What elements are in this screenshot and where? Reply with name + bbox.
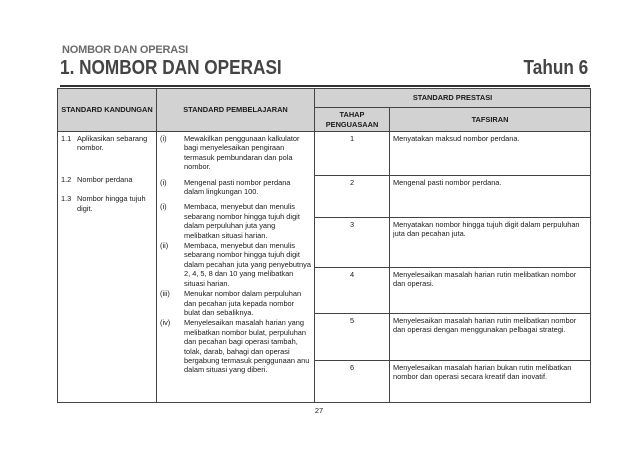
tafsiran-cell: Menyelesaikan masalah harian rutin melibatkan nombor dan operasi.: [390, 268, 591, 314]
tafsiran-cell: Menyelesaikan masalah harian bukan rutin melibatkan nombor dan operasi secara kreatif dan inovatif.: [390, 361, 591, 403]
section-label: NOMBOR DAN OPERASI: [62, 44, 188, 56]
kandungan-item: [61, 134, 153, 153]
pembelajaran-item: [160, 241, 311, 288]
kandungan-text: Nombor perdana: [77, 174, 133, 184]
pembelajaran-text: Mengenal pasti nombor perdana dalam lingkungan 100.: [184, 177, 291, 197]
pembelajaran-item: [160, 202, 311, 240]
pembelajaran-text: Membaca, menyebut dan menulis sebarang nombor hingga tujuh digit dalam perpuluhan juta yang melibatkan situasi harian.: [184, 202, 300, 240]
header-tahap: TAHAP PENGUASAAN: [315, 108, 390, 132]
tahap-cell: 5: [315, 314, 390, 361]
pembelajaran-cell: [157, 132, 315, 403]
header-kandungan: STANDARD KANDUNGAN: [58, 89, 157, 132]
page-title: 1. NOMBOR DAN OPERASI: [60, 57, 282, 79]
pembelajaran-text: Mewakilkan penggunaan kalkulator bagi menyelesaikan pengiraan termasuk pembundaran dan pola nombor.: [184, 134, 300, 172]
pembelajaran-num: (iv): [160, 318, 171, 328]
pembelajaran-item: [160, 318, 311, 374]
pembelajaran-text: Menukar nombor dalam perpuluhan dan pecahan juta kepada nombor bulat dan sebaliknya.: [184, 289, 302, 317]
pembelajaran-num: (ii): [160, 241, 169, 251]
tafsiran-cell: Menyatakan maksud nombor perdana.: [390, 132, 591, 176]
year-label: Tahun 6: [523, 57, 588, 79]
header-pembelajaran: STANDARD PEMBELAJARAN: [157, 89, 315, 132]
page-heading: [60, 57, 588, 83]
pembelajaran-text: Menyelesaikan masalah harian yang melibatkan nombor bulat, perpuluhan dan pecahan bagi operasi tambah, tolak, darab, bahagi dan operasi bergabung termasuk penggunaan anu dalam situasi yang diberi.: [184, 318, 310, 375]
pembelajaran-item: [160, 289, 311, 317]
kandungan-num: 1.1: [61, 134, 72, 143]
pembelajaran-num: (iii): [160, 289, 170, 299]
pembelajaran-num: (i): [160, 202, 167, 212]
kandungan-text: Nombor hingga tujuh digit.: [77, 194, 146, 213]
kandungan-num: 1.2: [61, 174, 72, 184]
pembelajaran-num: (i): [160, 177, 167, 187]
header-tafsiran: TAFSIRAN: [390, 108, 591, 132]
tahap-cell: 3: [315, 218, 390, 268]
tafsiran-cell: Menyatakan nombor hingga tujuh digit dalam perpuluhan juta dan pecahan juta.: [390, 218, 591, 268]
table-row: [58, 132, 591, 176]
tahap-cell: 4: [315, 268, 390, 314]
pembelajaran-item: [160, 178, 311, 197]
tafsiran-cell: Mengenal pasti nombor perdana.: [390, 176, 591, 218]
kandungan-item: [61, 194, 153, 213]
curriculum-table: [57, 88, 591, 403]
kandungan-text: Aplikasikan sebarang nombor.: [77, 134, 148, 153]
heading-rule: [60, 85, 590, 87]
kandungan-num: 1.3: [61, 194, 72, 204]
pembelajaran-num: (i): [160, 134, 167, 143]
header-prestasi: STANDARD PRESTASI: [315, 89, 591, 108]
pembelajaran-item: [160, 134, 311, 172]
kandungan-cell: [58, 132, 157, 403]
tahap-cell: 1: [315, 132, 390, 176]
header-row-1: [58, 89, 591, 108]
kandungan-item: [61, 175, 153, 184]
tafsiran-cell: Menyelesaikan masalah harian rutin melibatkan nombor dan operasi dengan menggunakan pelbagai strategi.: [390, 314, 591, 361]
tahap-cell: 2: [315, 176, 390, 218]
page-number: 27: [314, 406, 324, 415]
pembelajaran-text: Membaca, menyebut dan menulis sebarang nombor hingga tujuh digit dalam pecahan juta yang penyebutnya 2, 4, 5, 8 dan 10 yang melibatkan situasi harian.: [184, 241, 311, 288]
tahap-cell: 6: [315, 361, 390, 403]
